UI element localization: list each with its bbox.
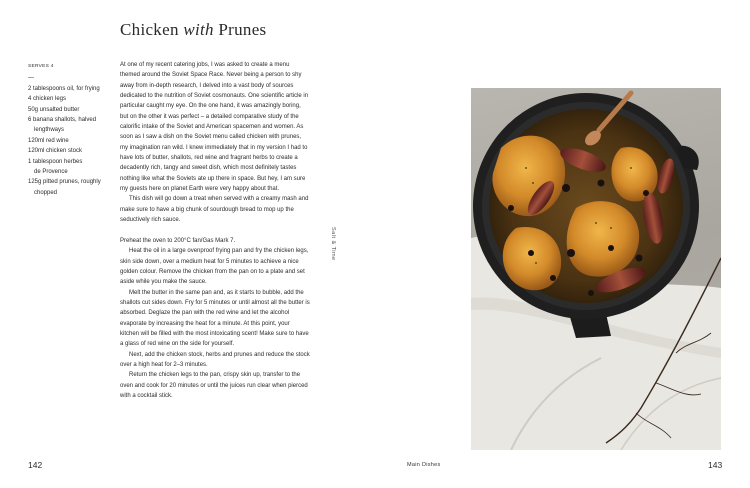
page-number-left: 142 <box>28 460 43 470</box>
ingredient-item: 125g pitted prunes, roughly <box>28 179 101 186</box>
recipe-title <box>120 20 266 40</box>
ingredient-item-continued: lengthways <box>34 127 65 134</box>
recipe-body <box>120 60 310 401</box>
title-main: Chicken <box>120 20 179 39</box>
paragraph-gap <box>120 226 310 236</box>
ingredients-list <box>28 62 110 198</box>
method-step-5: Return the chicken legs to the pan, crispy skin up, transfer to the oven and cook for 20 minutes or until the juices run clear when pierced with a cocktail stick. <box>120 372 308 399</box>
method-step-1: Preheat the oven to 200°C fan/Gas Mark 7. <box>120 237 236 244</box>
dish-photo-illustration <box>471 88 721 450</box>
page-number-right: 143 <box>708 460 723 470</box>
running-head: Salt & Time <box>330 227 336 261</box>
ingredient-item: 120ml chicken stock <box>28 148 83 155</box>
ingredient-item: 50g unsalted butter <box>28 106 80 113</box>
left-page <box>0 0 372 488</box>
method-step-4: Next, add the chicken stock, herbs and prunes and reduce the stock over a high heat for 2–3 minutes. <box>120 351 310 368</box>
intro-paragraph-1: At one of my recent catering jobs, I was asked to create a menu themed around the Soviet Space Race. Never being a person to shy away from in-depth research, I delved into a vast body of sources dedicated to the nutrition of Soviet cosmonauts. One scientific article in particular caught my eye. On the one hand, it was amazingly boring, but on the other it was perfect – a detailed comparative study of the calorific intake of the Soviet and American spacemen and women. As soon as I saw a dish on the Soviet menu called chicken with prunes, my imagination ran wild. I knew immediately that in my version I had to have lots of butter, shallots, red wine and fragrant herbs to create a decadently rich, tangy and sweet dish, which most definitely tastes nothing like what the Soviets ate up there in space. But hey, I am sure my guests here on planet Earth were very happy about that. <box>120 62 309 193</box>
title-italic: with <box>183 20 214 39</box>
serves-label: SERVES 4 <box>28 64 54 69</box>
ingredient-item-continued: de Provence <box>34 169 68 176</box>
method-step-3: Melt the butter in the same pan and, as it starts to bubble, add the shallots cut sides down. Fry for 5 minutes or until almost all the butter is absorbed. Deglaze the pan with the red wine and let the alcohol evaporate by increasing the heat for a minute. At this point, your kitchen will be filled with the most intoxicating scent! Make sure to have a glass of red wine on the side for yourself. <box>120 289 310 348</box>
method-step-2: Heat the oil in a large ovenproof frying pan and fry the chicken legs, skin side down, over a medium heat for 5 minutes to achieve a nice golden colour. Remove the chicken from the pan on to a plate and set aside while you make the sauce. <box>120 248 309 286</box>
ingredients-divider: — <box>28 75 34 82</box>
ingredient-item: 6 banana shallots, halved <box>28 117 97 124</box>
ingredient-item: 1 tablespoon herbes <box>28 158 83 165</box>
right-page <box>372 0 750 488</box>
ingredient-item: 2 tablespoons oil, for frying <box>28 85 100 92</box>
ingredient-item-continued: chopped <box>34 189 58 196</box>
ingredient-item: 120ml red wine <box>28 137 69 144</box>
intro-paragraph-2: This dish will go down a treat when served with a creamy mash and make sure to have a big chunk of sourdough bread to mop up the seductively rich sauce. <box>120 196 309 224</box>
title-end: Prunes <box>218 20 267 39</box>
dish-photo <box>471 88 721 450</box>
ingredient-item: 4 chicken legs <box>28 96 67 103</box>
section-name: Main Dishes <box>407 462 441 468</box>
